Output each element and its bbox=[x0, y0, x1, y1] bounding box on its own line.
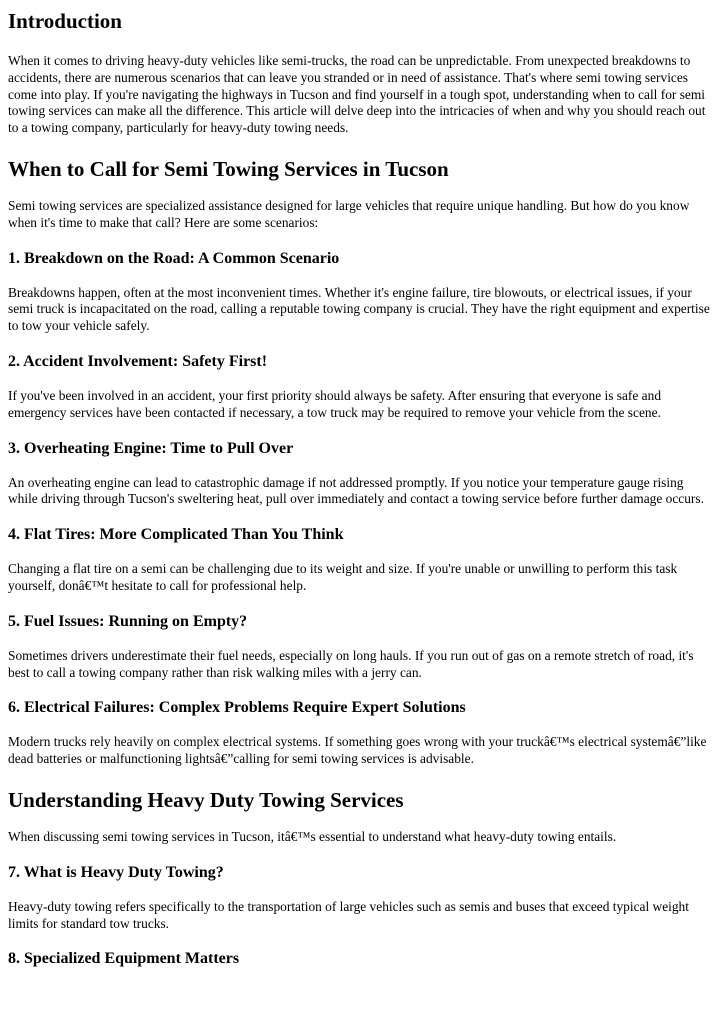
article bbox=[0, 9, 720, 968]
overheating-heading: 3. Overheating Engine: Time to Pull Over bbox=[8, 439, 294, 457]
specialized-equipment-heading: 8. Specialized Equipment Matters bbox=[8, 950, 240, 968]
what-is-heavy-duty-paragraph: Heavy-duty towing refers specifically to the transportation of large vehicles such as semis and buses that exceed typical weight limits for standard tow trucks. bbox=[8, 898, 689, 931]
heavy-duty-heading: Understanding Heavy Duty Towing Services bbox=[8, 787, 404, 812]
overheating-paragraph: An overheating engine can lead to catastrophic damage if not addressed promptly. If you notice your temperature gauge rising while driving through Tucson's sweltering heat, pull over immediately and contact a towing service before further damage occurs. bbox=[8, 474, 704, 507]
electrical-failures-paragraph: Modern trucks rely heavily on complex electrical systems. If something goes wrong with your truckâ€™s electrical systemâ€”like dead batteries or malfunctioning lightsâ€”calling for semi towing services is advisable. bbox=[8, 734, 707, 767]
fuel-issues-paragraph: Sometimes drivers underestimate their fuel needs, especially on long hauls. If you run out of gas on a remote stretch of road, it's best to call a towing company rather than risk walking miles with a jerry can. bbox=[8, 647, 694, 680]
flat-tires-heading: 4. Flat Tires: More Complicated Than You Think bbox=[8, 526, 344, 544]
heavy-duty-paragraph: When discussing semi towing services in Tucson, itâ€™s essential to understand what heavy-duty towing entails. bbox=[8, 828, 617, 844]
what-is-heavy-duty-heading: 7. What is Heavy Duty Towing? bbox=[8, 863, 224, 881]
when-to-call-heading: When to Call for Semi Towing Services in Tucson bbox=[8, 156, 449, 181]
breakdown-paragraph: Breakdowns happen, often at the most inconvenient times. Whether it's engine failure, tire blowouts, or electrical issues, if your semi truck is incapacitated on the road, calling a reputable towing company is crucial. They have the right equipment and expertise to tow your vehicle safely. bbox=[8, 284, 710, 334]
when-to-call-paragraph: Semi towing services are specialized assistance designed for large vehicles that require unique handling. But how do you know when it's time to make that call? Here are some scenarios: bbox=[8, 197, 690, 230]
intro-heading: Introduction bbox=[8, 9, 122, 33]
breakdown-heading: 1. Breakdown on the Road: A Common Scenario bbox=[8, 249, 340, 267]
accident-heading: 2. Accident Involvement: Safety First! bbox=[8, 352, 268, 370]
accident-paragraph: If you've been involved in an accident, your first priority should always be safety. After ensuring that everyone is safe and emergency services have been contacted if necessary, a tow truck may be required to remove your vehicle from the scene. bbox=[8, 387, 662, 420]
electrical-failures-heading: 6. Electrical Failures: Complex Problems Require Expert Solutions bbox=[8, 699, 466, 717]
fuel-issues-heading: 5. Fuel Issues: Running on Empty? bbox=[8, 612, 248, 630]
flat-tires-paragraph: Changing a flat tire on a semi can be challenging due to its weight and size. If you're unable or unwilling to perform this task yourself, donâ€™t hesitate to call for professional help. bbox=[8, 561, 678, 593]
intro-paragraph: When it comes to driving heavy-duty vehicles like semi-trucks, the road can be unpredictable. From unexpected breakdowns to accidents, there are numerous scenarios that can leave you stranded or in need of assistance. That's where semi towing services come into play. If you're navigating the highways in Tucson and find yourself in a tough spot, understanding when to call for semi towing services can make all the difference. This article will delve deep into the intricacies of when and why you should reach out to a towing company, particularly for heavy-duty towing needs. bbox=[8, 53, 706, 136]
